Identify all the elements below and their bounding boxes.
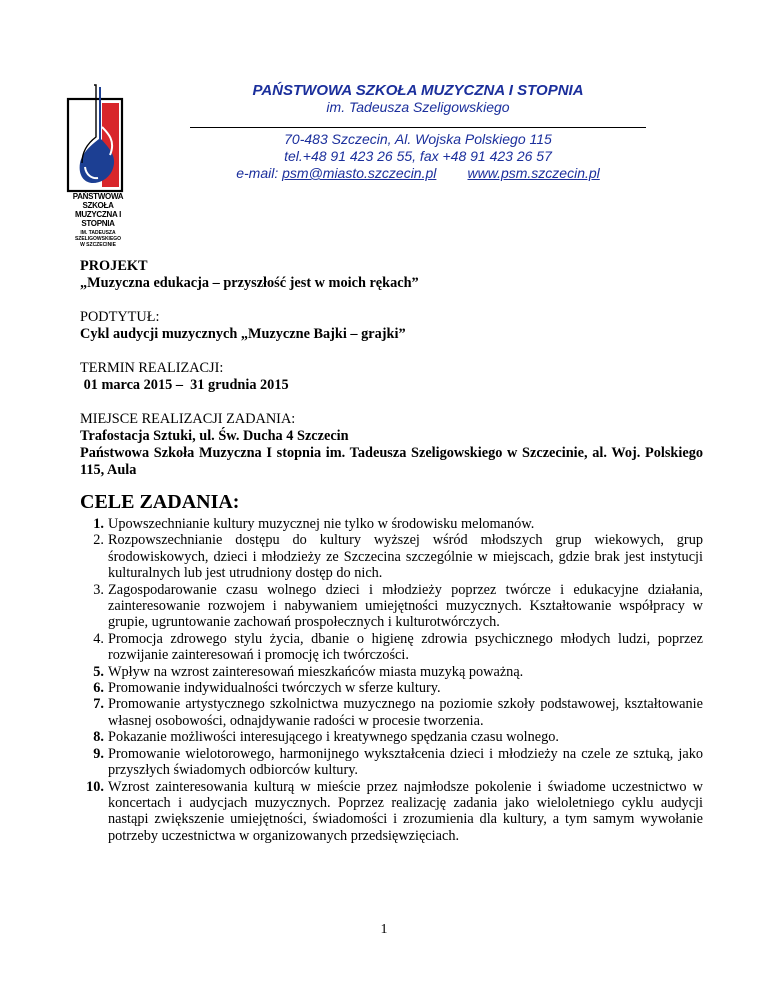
list-item-number: 7. bbox=[93, 696, 104, 713]
list-item-number: 3. bbox=[93, 581, 104, 598]
list-item bbox=[80, 516, 703, 532]
subtitle-label: PODTYTUŁ: bbox=[80, 309, 160, 325]
term-label: TERMIN REALIZACJI: bbox=[80, 360, 224, 376]
list-item-number: 9. bbox=[93, 745, 104, 762]
list-item-text: Promowanie indywidualności twórczych w sferze kultury. bbox=[108, 680, 441, 697]
term-section bbox=[80, 360, 703, 394]
list-item-number: 10. bbox=[86, 778, 104, 795]
list-item-text: Upowszechnianie kultury muzycznej nie tylko w środowisku melomanów. bbox=[108, 516, 535, 532]
project-title: „Muzyczna edukacja – przyszłość jest w moich rękach” bbox=[80, 275, 419, 291]
list-item bbox=[80, 729, 703, 745]
list-item-number: 5. bbox=[93, 663, 104, 680]
school-patron: im. Tadeusza Szeligowskiego bbox=[326, 99, 510, 115]
list-item-number: 8. bbox=[93, 729, 104, 746]
subtitle-section bbox=[80, 309, 703, 343]
list-item-text: Zagospodarowanie czasu wolnego dzieci i młodzieży poprzez twórcze i edukacyjne działania, zainteresowanie rozwojem i nabywaniem umiejętności muzycznych. Kształtowanie współpracy w grupie, ugruntowanie zachowań prospołecznych i kulturotwórczych. bbox=[108, 581, 703, 631]
list-item bbox=[80, 779, 703, 845]
logo-line-1: PAŃSTWOWA SZKOŁA bbox=[72, 192, 124, 210]
document-body bbox=[80, 258, 703, 844]
list-item-number: 6. bbox=[93, 680, 104, 697]
goals-list bbox=[80, 516, 703, 844]
project-label: PROJEKT bbox=[80, 258, 148, 274]
list-item-text: Wzrost zainteresowania kulturą w mieście przez najmłodsze pokolenie i świadome uczestnictwo w koncertach i audycjach muzycznych. Poprzez realizację zadania jako wieloletniego cyklu audycji nastąpi zwiększenie umiejętności, świadomości i zrozumienia dla kultury, a tym samym wywołanie potrzeby uczestnictwa w organizowanych przedsięwzięciach. bbox=[108, 778, 703, 844]
location-line-1: Trafostacja Sztuki, ul. Św. Ducha 4 Szczecin bbox=[80, 428, 349, 444]
list-item bbox=[80, 631, 703, 664]
school-name: PAŃSTWOWA SZKOŁA MUZYCZNA I STOPNIA bbox=[252, 82, 584, 99]
list-item bbox=[80, 582, 703, 631]
logo-line-2: MUZYCZNA I STOPNIA bbox=[74, 210, 122, 228]
page-number: 1 bbox=[380, 922, 388, 937]
list-item-text: Pokazanie możliwości interesującego i kreatywnego spędzania czasu wolnego. bbox=[108, 729, 559, 746]
list-item bbox=[80, 696, 703, 729]
list-item-number: 1. bbox=[93, 516, 104, 532]
term-value: 01 marca 2015 – 31 grudnia 2015 bbox=[80, 377, 289, 393]
list-item bbox=[80, 680, 703, 696]
goals-heading: CELE ZADANIA: bbox=[80, 491, 240, 513]
list-item bbox=[80, 532, 703, 581]
list-item-number: 4. bbox=[93, 630, 104, 647]
list-item-text: Rozpowszechnianie dostępu do kultury wyższej wśród młodszych grup wiekowych, grup środowiskowych, dzieci i młodzieży ze Szczecina szczególnie w miejscach, gdzie brak jest instytucji kulturalnych lub jest utrudniony dostęp do nich. bbox=[108, 532, 703, 582]
music-note-logo-icon bbox=[66, 83, 128, 193]
website-link[interactable]: www.psm.szczecin.pl bbox=[467, 165, 600, 181]
list-item bbox=[80, 746, 703, 779]
list-item-text: Promowanie artystycznego szkolnictwa muzycznego na poziomie szkoły podstawowej, kształtowanie własnej osobowości, odnajdywanie radości w procesie tworzenia. bbox=[108, 696, 703, 729]
contact-line bbox=[190, 165, 646, 181]
list-item bbox=[80, 664, 703, 680]
list-item-text: Promowanie wielotorowego, harmonijnego wykształcenia dzieci i młodzieży na czele ze sztuką, jako przyszłych świadomych odbiorców kultury. bbox=[108, 745, 703, 779]
logo-caption bbox=[66, 192, 130, 248]
subtitle-value: Cykl audycji muzycznych „Muzyczne Bajki – grajki” bbox=[80, 326, 406, 342]
location-line-2: Państwowa Szkoła Muzyczna I stopnia im. Tadeusza Szeligowskiego w Szczecinie, al. Woj. Polskiego 115, Aula bbox=[80, 445, 703, 478]
list-item-text: Promocja zdrowego stylu życia, dbanie o higienę zdrowia psychicznego młodych ludzi, poprzez rozwijanie zainteresowań i promocję ich twórczości. bbox=[108, 630, 703, 664]
list-item-number: 2. bbox=[93, 532, 104, 549]
school-phone-fax: tel.+48 91 423 26 55, fax +48 91 423 26 57 bbox=[284, 148, 552, 164]
logo-line-3: IM. TADEUSZA SZELIGOWSKIEGO bbox=[74, 230, 122, 242]
logo-line-4: W SZCZECINIE bbox=[80, 242, 116, 248]
header-divider bbox=[190, 127, 646, 128]
project-section bbox=[80, 258, 703, 292]
location-section bbox=[80, 411, 703, 479]
location-label: MIEJSCE REALIZACJI ZADANIA: bbox=[80, 411, 296, 427]
school-address: 70-483 Szczecin, Al. Wojska Polskiego 115 bbox=[284, 131, 552, 147]
email-label: e-mail: bbox=[236, 165, 283, 181]
email-link[interactable]: psm@miasto.szczecin.pl bbox=[282, 165, 437, 181]
list-item-text: Wpływ na wzrost zainteresowań mieszkańców miasta muzyką poważną. bbox=[108, 663, 524, 680]
